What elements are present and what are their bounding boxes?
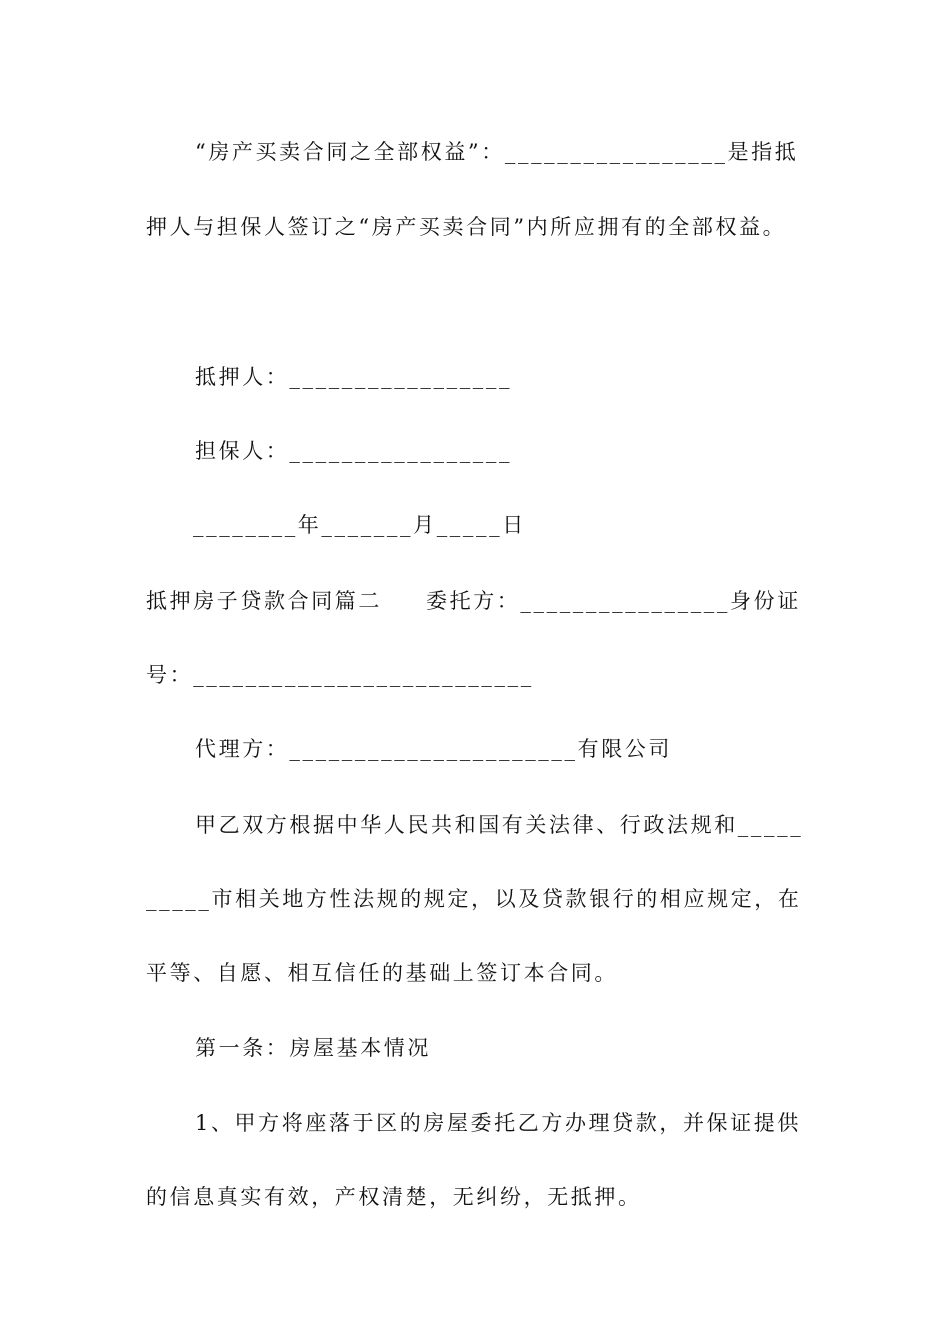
paragraph-line: 1、甲方将座落于区的房屋委托乙方办理贷款，并保证提供 [195, 1111, 801, 1135]
paragraph-line: _____市相关地方性法规的规定，以及贷款银行的相应规定，在 [146, 887, 802, 911]
id-number-line: 号：__________________________ [146, 663, 534, 687]
section-title: 抵押房子贷款合同篇二 [146, 589, 382, 613]
agent-line: 代理方：______________________有限公司 [195, 737, 672, 761]
paragraph-line: 甲乙双方根据中华人民共和国有关法律、行政法规和_____ [195, 813, 804, 837]
paragraph-line: 的信息真实有效，产权清楚，无纠纷，无抵押。 [146, 1185, 642, 1209]
guarantor-signature-line: 担保人：_________________ [195, 439, 513, 463]
mortgagor-signature-line: 抵押人：_________________ [195, 365, 513, 389]
section-line [146, 586, 801, 616]
client-field: 委托方：________________身份证 [426, 589, 801, 613]
article-heading: 第一条：房屋基本情况 [195, 1036, 431, 1060]
paragraph-line: 平等、自愿、相互信任的基础上签订本合同。 [146, 961, 618, 985]
paragraph-line: 押人与担保人签订之“房产买卖合同”内所应拥有的全部权益。 [146, 215, 787, 239]
date-line: ________年_______月_____日 [193, 513, 526, 537]
paragraph-line: “房产买卖合同之全部权益”：_________________是指抵 [195, 140, 799, 164]
